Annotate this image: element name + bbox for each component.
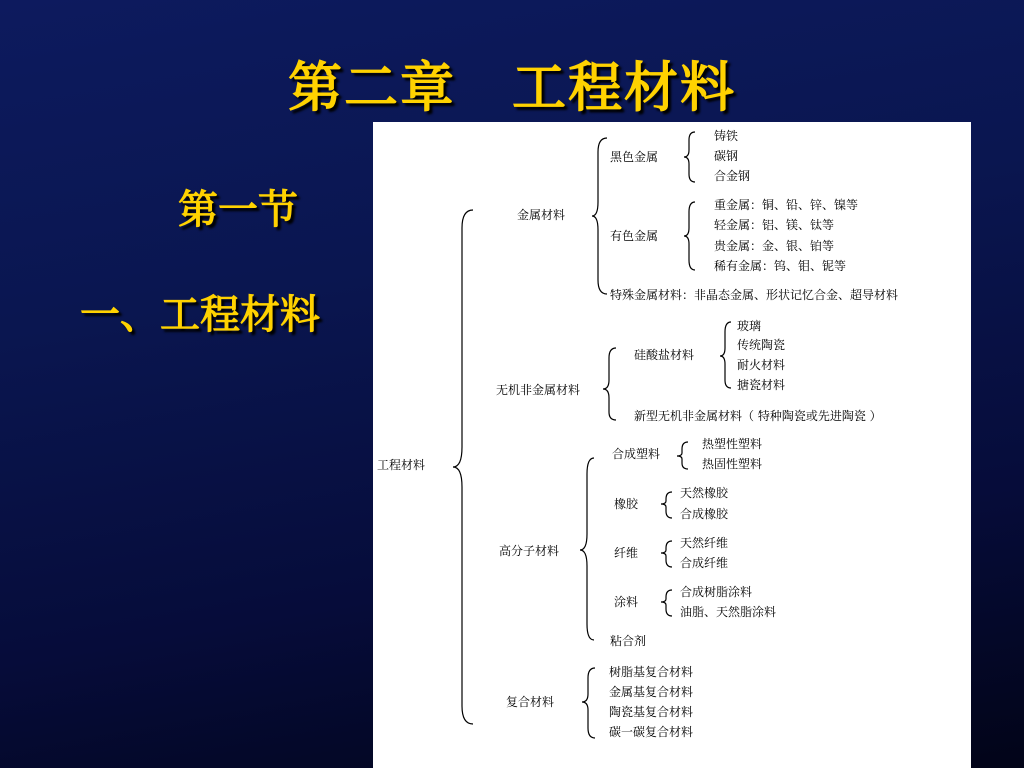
leaf-plastic-0: 热塑性塑料 bbox=[702, 437, 763, 451]
node-plastic: 合成塑料 bbox=[612, 447, 661, 461]
section-heading: 第一节 bbox=[178, 187, 298, 233]
brace-silicate bbox=[720, 322, 731, 388]
node-metal: 金属材料 bbox=[517, 208, 566, 222]
brace-fiber bbox=[661, 541, 672, 567]
leaf-coating-1: 油脂、天然脂涂料 bbox=[680, 605, 777, 619]
leaf-rubber-1: 合成橡胶 bbox=[680, 507, 729, 521]
leaf-rubber-0: 天然橡胶 bbox=[680, 486, 729, 500]
leaf-silicate-0: 玻璃 bbox=[737, 319, 762, 333]
node-new-inorganic: 新型无机非金属材料（ 特种陶瓷或先进陶瓷 ） bbox=[634, 409, 882, 423]
leaf-fiber-1: 合成纤维 bbox=[680, 556, 729, 570]
leaf-ferrous-2: 合金钢 bbox=[714, 169, 751, 183]
leaf-composite-2: 陶瓷基复合材料 bbox=[609, 705, 694, 719]
leaf-fiber-0: 天然纤维 bbox=[680, 536, 729, 550]
brace-composite bbox=[582, 668, 595, 738]
node-special-metal: 特殊金属材料：非晶态金属、形状记忆合金、超导材料 bbox=[610, 288, 899, 302]
brace-nonferrous bbox=[684, 202, 695, 270]
leaf-nonferrous-2: 贵金属：金、银、铂等 bbox=[714, 239, 835, 253]
leaf-ferrous-1: 碳钢 bbox=[714, 149, 739, 163]
leaf-silicate-2: 耐火材料 bbox=[737, 358, 786, 372]
brace-polymer bbox=[580, 458, 594, 640]
leaf-composite-1: 金属基复合材料 bbox=[609, 685, 694, 699]
leaf-ferrous-0: 铸铁 bbox=[714, 129, 739, 143]
brace-plastic bbox=[677, 442, 688, 469]
leaf-composite-3: 碳一碳复合材料 bbox=[609, 725, 694, 739]
node-adhesive: 粘合剂 bbox=[610, 634, 647, 648]
node-silicate: 硅酸盐材料 bbox=[634, 348, 695, 362]
leaf-nonferrous-3: 稀有金属：钨、钼、铌等 bbox=[714, 259, 847, 273]
node-root: 工程材料 bbox=[377, 458, 426, 472]
brace-root bbox=[453, 210, 473, 724]
node-inorganic: 无机非金属材料 bbox=[496, 383, 581, 397]
subsection-heading: 一、工程材料 bbox=[80, 292, 320, 338]
brace-inorganic bbox=[603, 348, 616, 420]
classification-diagram bbox=[373, 122, 971, 768]
leaf-nonferrous-0: 重金属：铜、铅、锌、镍等 bbox=[714, 198, 859, 212]
leaf-silicate-3: 搪瓷材料 bbox=[737, 378, 786, 392]
brace-coating bbox=[661, 590, 672, 616]
node-nonferrous: 有色金属 bbox=[610, 229, 659, 243]
leaf-coating-0: 合成树脂涂料 bbox=[680, 585, 753, 599]
node-polymer: 高分子材料 bbox=[499, 544, 560, 558]
brace-rubber bbox=[661, 492, 672, 518]
leaf-nonferrous-1: 轻金属：铝、镁、钛等 bbox=[714, 218, 835, 232]
node-fiber: 纤维 bbox=[614, 546, 639, 560]
brace-ferrous bbox=[684, 132, 695, 182]
leaf-composite-0: 树脂基复合材料 bbox=[609, 665, 694, 679]
node-coating: 涂料 bbox=[614, 595, 639, 609]
slide-title: 第二章 工程材料 bbox=[288, 56, 736, 119]
node-composite: 复合材料 bbox=[506, 695, 555, 709]
leaf-silicate-1: 传统陶瓷 bbox=[737, 338, 786, 352]
brace-metal bbox=[592, 138, 607, 294]
node-rubber: 橡胶 bbox=[614, 497, 639, 511]
node-ferrous: 黑色金属 bbox=[610, 150, 659, 164]
leaf-plastic-1: 热固性塑料 bbox=[702, 457, 763, 471]
